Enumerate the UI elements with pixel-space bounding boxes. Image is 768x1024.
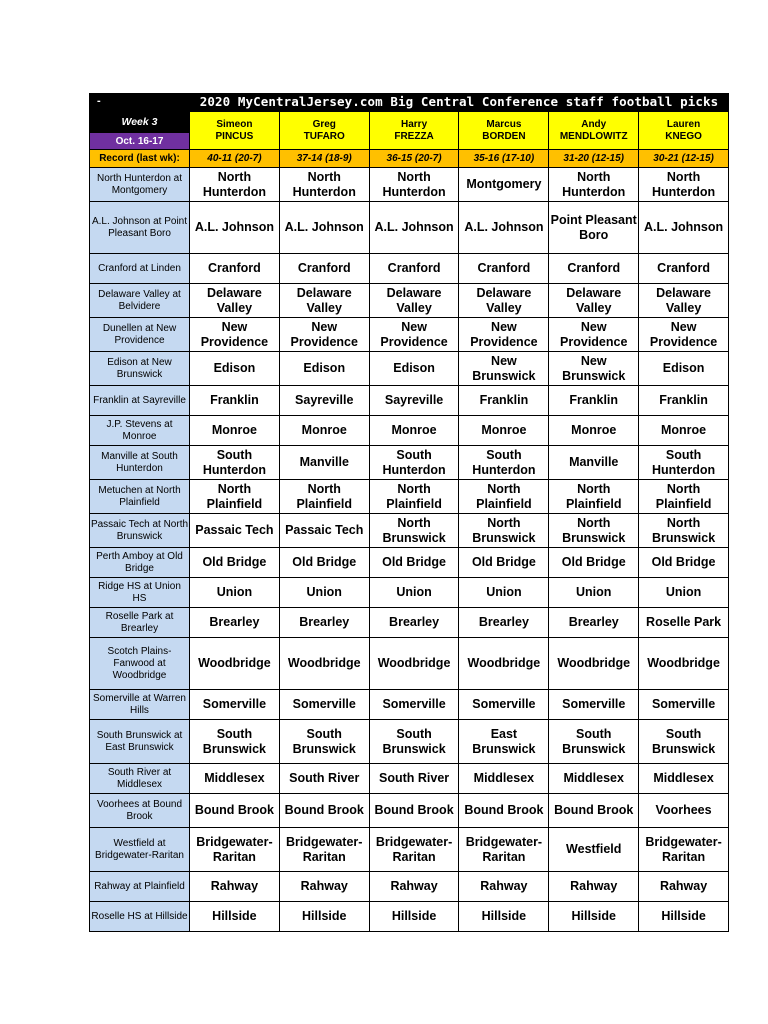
game-matchup: South River at Middlesex (90, 764, 190, 794)
table-row (90, 480, 729, 514)
pick-cell: Middlesex (549, 764, 639, 794)
pick-cell: North Plainfield (369, 480, 459, 514)
pick-cell: South Brunswick (279, 720, 369, 764)
pick-cell: Monroe (639, 416, 729, 446)
pick-cell: South Brunswick (639, 720, 729, 764)
pick-cell: South Brunswick (369, 720, 459, 764)
game-matchup: North Hunterdon at Montgomery (90, 168, 190, 202)
pick-cell: Point Pleasant Boro (549, 202, 639, 254)
pick-cell: North Brunswick (369, 514, 459, 548)
pick-cell: Cranford (639, 254, 729, 284)
pick-cell: Roselle Park (639, 608, 729, 638)
pick-cell: A.L. Johnson (190, 202, 280, 254)
pick-cell: South Brunswick (549, 720, 639, 764)
pick-cell: New Providence (279, 318, 369, 352)
pick-cell: New Providence (369, 318, 459, 352)
table-row (90, 352, 729, 386)
pick-cell: Union (369, 578, 459, 608)
game-matchup: Somerville at Warren Hills (90, 690, 190, 720)
pick-cell: Bridgewater-Raritan (190, 828, 280, 872)
game-matchup: Franklin at Sayreville (90, 386, 190, 416)
staff-record-3: 35-16 (17-10) (459, 150, 549, 168)
game-matchup: South Brunswick at East Brunswick (90, 720, 190, 764)
table-row (90, 168, 729, 202)
pick-cell: Edison (190, 352, 280, 386)
pick-cell: Passaic Tech (190, 514, 280, 548)
pick-cell: North Hunterdon (639, 168, 729, 202)
table-row (90, 416, 729, 446)
pick-cell: Bound Brook (190, 794, 280, 828)
pick-cell: Rahway (549, 872, 639, 902)
pick-cell: South River (369, 764, 459, 794)
pick-cell: Hillside (369, 902, 459, 932)
pick-cell: Rahway (190, 872, 280, 902)
pick-cell: Monroe (369, 416, 459, 446)
table-row (90, 446, 729, 480)
pick-cell: Union (279, 578, 369, 608)
pick-cell: Brearley (459, 608, 549, 638)
table-row (90, 202, 729, 254)
table-row (90, 764, 729, 794)
pick-cell: Bound Brook (279, 794, 369, 828)
pick-cell: Woodbridge (639, 638, 729, 690)
pick-cell: North Hunterdon (279, 168, 369, 202)
table-row (90, 548, 729, 578)
game-matchup: Voorhees at Bound Brook (90, 794, 190, 828)
pick-cell: Union (190, 578, 280, 608)
staff-name-0: Simeon PINCUS (190, 112, 280, 150)
pick-cell: A.L. Johnson (279, 202, 369, 254)
pick-cell: Brearley (190, 608, 280, 638)
pick-cell: Edison (639, 352, 729, 386)
pick-cell: Cranford (190, 254, 280, 284)
pick-cell: Delaware Valley (549, 284, 639, 318)
pick-cell: Monroe (279, 416, 369, 446)
pick-cell: Hillside (549, 902, 639, 932)
pick-cell: New Providence (639, 318, 729, 352)
pick-cell: Old Bridge (639, 548, 729, 578)
pick-cell: Somerville (279, 690, 369, 720)
game-matchup: Metuchen at North Plainfield (90, 480, 190, 514)
staff-record-1: 37-14 (18-9) (279, 150, 369, 168)
pick-cell: North Plainfield (549, 480, 639, 514)
pick-cell: Middlesex (459, 764, 549, 794)
game-matchup: Roselle Park at Brearley (90, 608, 190, 638)
sheet-title: 2020 MyCentralJersey.com Big Central Conference staff football picks (199, 94, 719, 109)
table-row (90, 828, 729, 872)
game-matchup: Westfield at Bridgewater-Raritan (90, 828, 190, 872)
pick-cell: North Hunterdon (369, 168, 459, 202)
game-matchup: Roselle HS at Hillside (90, 902, 190, 932)
pick-cell: New Providence (549, 318, 639, 352)
pick-cell: New Providence (459, 318, 549, 352)
table-row (90, 638, 729, 690)
pick-cell: Union (639, 578, 729, 608)
pick-cell: Hillside (279, 902, 369, 932)
pick-cell: Union (549, 578, 639, 608)
pick-cell: New Providence (190, 318, 280, 352)
pick-cell: Old Bridge (459, 548, 549, 578)
staff-record-0: 40-11 (20-7) (190, 150, 280, 168)
pick-cell: North Brunswick (459, 514, 549, 548)
game-matchup: Cranford at Linden (90, 254, 190, 284)
game-matchup: J.P. Stevens at Monroe (90, 416, 190, 446)
pick-cell: North Plainfield (190, 480, 280, 514)
pick-cell: North Brunswick (639, 514, 729, 548)
staff-name-4: Andy MENDLOWITZ (549, 112, 639, 150)
game-matchup: Scotch Plains-Fanwood at Woodbridge (90, 638, 190, 690)
table-row (90, 690, 729, 720)
game-matchup: Passaic Tech at North Brunswick (90, 514, 190, 548)
pick-cell: Union (459, 578, 549, 608)
pick-cell: Passaic Tech (279, 514, 369, 548)
pick-cell: Sayreville (369, 386, 459, 416)
staff-name-3: Marcus BORDEN (459, 112, 549, 150)
pick-cell: New Brunswick (549, 352, 639, 386)
pick-cell: Woodbridge (459, 638, 549, 690)
game-matchup: Delaware Valley at Belvidere (90, 284, 190, 318)
pick-cell: Bridgewater-Raritan (459, 828, 549, 872)
table-row (90, 902, 729, 932)
pick-cell: Bridgewater-Raritan (639, 828, 729, 872)
pick-cell: Franklin (549, 386, 639, 416)
pick-cell: Rahway (279, 872, 369, 902)
game-matchup: Perth Amboy at Old Bridge (90, 548, 190, 578)
title-bar (89, 93, 729, 111)
table-row (90, 284, 729, 318)
pick-cell: Middlesex (639, 764, 729, 794)
table-row (90, 386, 729, 416)
table-row (90, 794, 729, 828)
pick-cell: East Brunswick (459, 720, 549, 764)
game-matchup: A.L. Johnson at Point Pleasant Boro (90, 202, 190, 254)
picks-sheet (89, 93, 729, 932)
game-matchup: Rahway at Plainfield (90, 872, 190, 902)
week-label: Week 3 (90, 112, 190, 133)
dates-label: Oct. 16-17 (90, 133, 190, 150)
pick-cell: North Hunterdon (549, 168, 639, 202)
pick-cell: Old Bridge (190, 548, 280, 578)
pick-cell: A.L. Johnson (639, 202, 729, 254)
pick-cell: South Hunterdon (369, 446, 459, 480)
pick-cell: Woodbridge (369, 638, 459, 690)
pick-cell: North Hunterdon (190, 168, 280, 202)
pick-cell: Brearley (279, 608, 369, 638)
pick-cell: Sayreville (279, 386, 369, 416)
table-row (90, 608, 729, 638)
pick-cell: Cranford (459, 254, 549, 284)
game-matchup: Dunellen at New Providence (90, 318, 190, 352)
pick-cell: Somerville (639, 690, 729, 720)
pick-cell: A.L. Johnson (369, 202, 459, 254)
pick-cell: Middlesex (190, 764, 280, 794)
pick-cell: Somerville (369, 690, 459, 720)
game-matchup: Edison at New Brunswick (90, 352, 190, 386)
table-row (90, 720, 729, 764)
pick-cell: Bound Brook (549, 794, 639, 828)
pick-cell: North Plainfield (279, 480, 369, 514)
record-label: Record (last wk): (90, 150, 190, 168)
pick-cell: Brearley (369, 608, 459, 638)
pick-cell: North Plainfield (639, 480, 729, 514)
pick-cell: Somerville (190, 690, 280, 720)
pick-cell: Franklin (190, 386, 280, 416)
pick-cell: Hillside (639, 902, 729, 932)
pick-cell: Delaware Valley (369, 284, 459, 318)
pick-cell: Old Bridge (279, 548, 369, 578)
pick-cell: Somerville (459, 690, 549, 720)
table-row (90, 514, 729, 548)
pick-cell: Bound Brook (459, 794, 549, 828)
pick-cell: Montgomery (459, 168, 549, 202)
staff-record-4: 31-20 (12-15) (549, 150, 639, 168)
table-row (90, 318, 729, 352)
pick-cell: Manville (279, 446, 369, 480)
pick-cell: Rahway (459, 872, 549, 902)
pick-cell: Bridgewater-Raritan (369, 828, 459, 872)
pick-cell: Woodbridge (279, 638, 369, 690)
pick-cell: Delaware Valley (639, 284, 729, 318)
table-row (90, 254, 729, 284)
staff-names-row (90, 112, 729, 133)
game-matchup: Manville at South Hunterdon (90, 446, 190, 480)
pick-cell: Monroe (459, 416, 549, 446)
pick-cell: North Plainfield (459, 480, 549, 514)
pick-cell: Brearley (549, 608, 639, 638)
pick-cell: South Hunterdon (190, 446, 280, 480)
pick-cell: South Brunswick (190, 720, 280, 764)
pick-cell: Edison (279, 352, 369, 386)
pick-cell: South Hunterdon (639, 446, 729, 480)
pick-cell: Rahway (639, 872, 729, 902)
pick-cell: Delaware Valley (279, 284, 369, 318)
pick-cell: Delaware Valley (459, 284, 549, 318)
title-dash: - (97, 95, 101, 107)
staff-record-5: 30-21 (12-15) (639, 150, 729, 168)
picks-table (89, 111, 729, 932)
pick-cell: Somerville (549, 690, 639, 720)
pick-cell: North Brunswick (549, 514, 639, 548)
pick-cell: New Brunswick (459, 352, 549, 386)
pick-cell: Rahway (369, 872, 459, 902)
pick-cell: Delaware Valley (190, 284, 280, 318)
table-row (90, 872, 729, 902)
pick-cell: Edison (369, 352, 459, 386)
staff-name-1: Greg TUFARO (279, 112, 369, 150)
pick-cell: Franklin (459, 386, 549, 416)
pick-cell: Franklin (639, 386, 729, 416)
pick-cell: Woodbridge (190, 638, 280, 690)
record-row (90, 150, 729, 168)
staff-record-2: 36-15 (20-7) (369, 150, 459, 168)
staff-name-2: Harry FREZZA (369, 112, 459, 150)
pick-cell: South River (279, 764, 369, 794)
pick-cell: Old Bridge (369, 548, 459, 578)
pick-cell: Cranford (549, 254, 639, 284)
pick-cell: Voorhees (639, 794, 729, 828)
pick-cell: South Hunterdon (459, 446, 549, 480)
pick-cell: Bridgewater-Raritan (279, 828, 369, 872)
pick-cell: Cranford (369, 254, 459, 284)
pick-cell: Hillside (190, 902, 280, 932)
pick-cell: Westfield (549, 828, 639, 872)
game-matchup: Ridge HS at Union HS (90, 578, 190, 608)
pick-cell: Woodbridge (549, 638, 639, 690)
pick-cell: Cranford (279, 254, 369, 284)
pick-cell: Monroe (549, 416, 639, 446)
pick-cell: Hillside (459, 902, 549, 932)
staff-name-5: Lauren KNEGO (639, 112, 729, 150)
pick-cell: Bound Brook (369, 794, 459, 828)
pick-cell: Old Bridge (549, 548, 639, 578)
pick-cell: Monroe (190, 416, 280, 446)
table-row (90, 578, 729, 608)
pick-cell: Manville (549, 446, 639, 480)
pick-cell: A.L. Johnson (459, 202, 549, 254)
